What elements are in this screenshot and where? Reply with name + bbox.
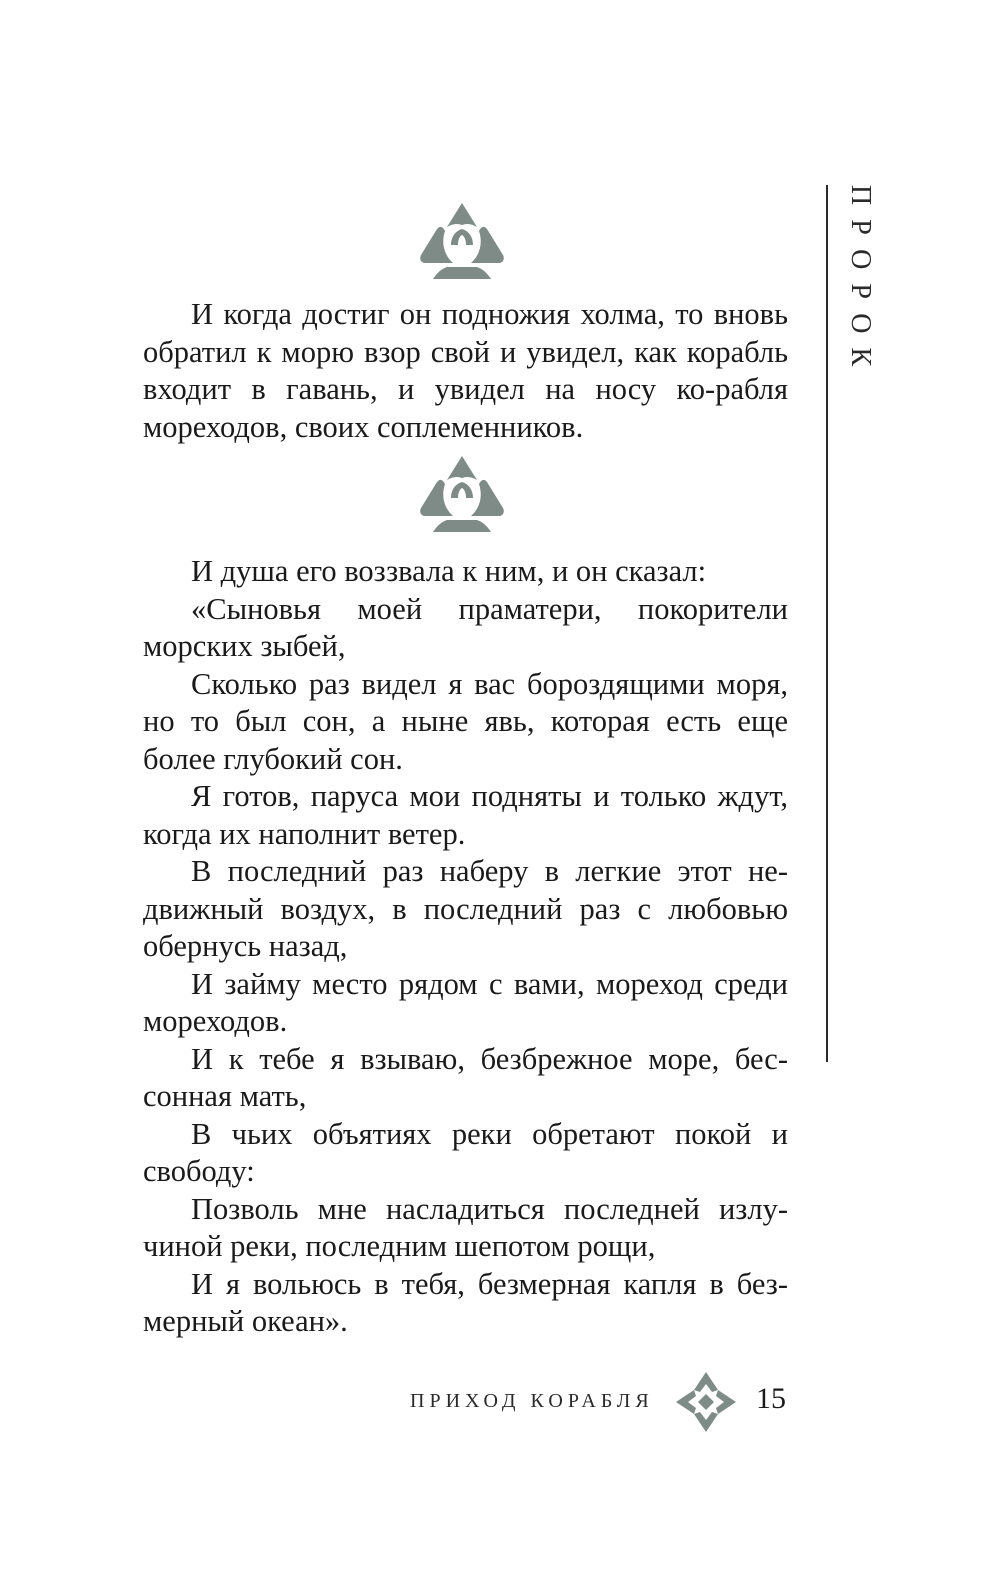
- triquetra-ornament-icon: [419, 456, 505, 532]
- paragraph: И займу место рядом с вами, мореход среди мореходов.: [143, 966, 788, 1038]
- paragraph: И я вольюсь в тебя, безмерная капля в без-​мерный океан».: [143, 1266, 788, 1338]
- celtic-knot-icon: [674, 1370, 738, 1434]
- triquetra-ornament-icon: [419, 203, 505, 279]
- page-number: 15: [756, 1382, 786, 1415]
- running-head: ПРИХОД КОРАБЛЯ: [410, 1390, 654, 1412]
- paragraph: И к тебе я взываю, безбрежное море, бес-​сонная мать,: [143, 1041, 788, 1113]
- side-title: ПРОРОК: [845, 185, 876, 381]
- paragraph: Сколько раз видел я вас бороздящими моря, но то был сон, а ныне явь, которая есть еще более глубокий сон.: [143, 666, 788, 776]
- paragraph: В последний раз наберу в легкие этот не-​движный воздух, в последний раз с любовью обернусь назад,: [143, 854, 788, 963]
- paragraph: Позволь мне насладиться последней излу-​чиной реки, последним шепотом рощи,: [143, 1191, 788, 1263]
- paragraph: И когда достиг он подножия холма, то вновь обратил к морю взор свой и увидел, как корабль входит в гавань, и увидел на носу ко-​рабля мореходов, своих соплеменников.: [143, 297, 788, 444]
- paragraph: И душа его воззвала к ним, и он сказал:: [191, 554, 707, 588]
- side-rule: [826, 185, 828, 1062]
- paragraphs-top: [143, 296, 788, 446]
- paragraphs-bottom: [143, 553, 788, 1341]
- paragraph: «Сыновья моей праматери, покорители морских зыбей,: [143, 591, 788, 663]
- paragraph: В чьих объятиях реки обретают покой и свободу:: [143, 1116, 788, 1188]
- page-footer: [0, 1368, 1000, 1438]
- paragraph: Я готов, паруса мои подняты и только ждут, когда их наполнит ветер.: [143, 779, 788, 851]
